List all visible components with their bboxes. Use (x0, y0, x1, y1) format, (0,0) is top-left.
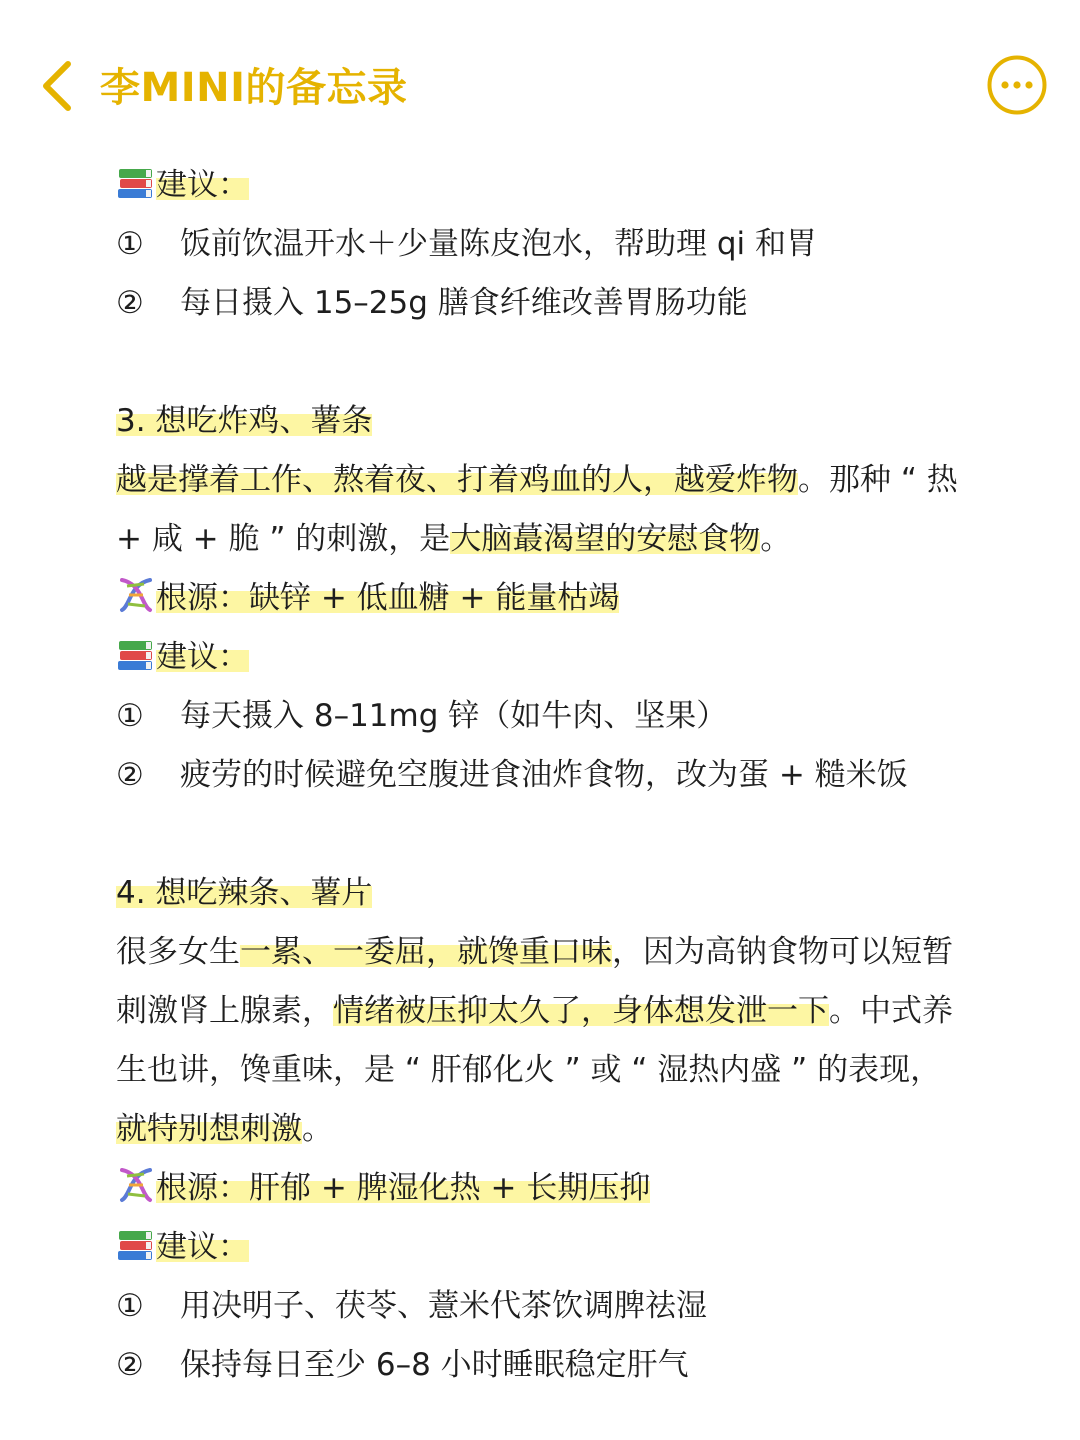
section-body (116, 451, 962, 569)
body-text: 。那种 “ 热 + 咸 + 脆 ” 的刺激，是 (116, 462, 958, 557)
list-item (116, 1336, 966, 1395)
list-item (116, 215, 966, 274)
body-text: 很多女生 (116, 934, 240, 970)
list-item (116, 687, 966, 746)
books-emoji-icon (116, 634, 156, 672)
list-number: ② (116, 1347, 144, 1383)
list-text: 每日摄入 15–25g 膳食纤维改善胃肠功能 (180, 285, 748, 321)
list-number: ① (116, 698, 144, 734)
section-heading-text: 4. 想吃辣条、薯片 (116, 875, 373, 911)
root-cause-row (116, 1159, 966, 1218)
more-horizontal-icon (986, 54, 1048, 116)
root-cause-row (116, 569, 966, 628)
list-item (116, 1277, 966, 1336)
highlight-text: 大脑蕞渴望的安慰食物 (450, 521, 761, 557)
list-number: ① (116, 1288, 144, 1324)
highlight-text: 情绪被压抑太久了，身体想发泄一下 (333, 993, 829, 1029)
dna-emoji-icon (116, 1165, 156, 1203)
back-button[interactable] (36, 58, 80, 114)
highlight-text: 就特别想刺激 (116, 1111, 302, 1147)
page-title: 李MINI的备忘录 (100, 65, 408, 111)
highlight-text: 一累、一委屈，就馋重口味 (240, 934, 612, 970)
body-text: 。中式养生也讲，馋重味，是 “ 肝郁化火 ” 或 “ 湿热内盛 ” 的表现， (116, 993, 953, 1088)
list-item (116, 274, 966, 333)
books-emoji-icon (116, 162, 156, 200)
list-number: ② (116, 285, 144, 321)
root-cause-text: 根源：肝郁 + 脾湿化热 + 长期压抑 (156, 1170, 651, 1206)
body-text: 。 (760, 521, 792, 557)
advice-label-row (116, 1218, 966, 1277)
list-text: 用决明子、茯苓、薏米代茶饮调脾祛湿 (180, 1288, 707, 1324)
section-heading (116, 392, 966, 451)
advice-label-row (116, 156, 966, 215)
body-text: ，因为高钠食物可以短暂刺激肾上腺素， (116, 934, 953, 1029)
body-text: 。 (302, 1111, 333, 1147)
root-cause-text: 根源：缺锌 + 低血糖 + 能量枯竭 (156, 580, 620, 616)
section-heading-text: 3. 想吃炸鸡、薯条 (116, 403, 373, 439)
section-body (116, 923, 962, 1159)
list-item (116, 746, 966, 805)
advice-label: 建议： (156, 1229, 249, 1265)
top-bar (0, 0, 1080, 170)
list-number: ② (116, 757, 144, 793)
list-text: 每天摄入 8–11mg 锌（如牛肉、坚果） (180, 698, 728, 734)
spacer (116, 333, 966, 392)
advice-label: 建议： (156, 167, 249, 203)
list-text: 保持每日至少 6–8 小时睡眠稳定肝气 (180, 1347, 689, 1383)
more-button[interactable] (986, 54, 1048, 116)
chevron-left-icon (36, 58, 80, 114)
list-number: ① (116, 226, 144, 262)
list-text: 饭前饮温开水＋少量陈皮泡水，帮助理 qi 和胃 (180, 226, 817, 262)
spacer (116, 805, 966, 864)
highlight-text: 越是撑着工作、熬着夜、打着鸡血的人，越爱炸物 (116, 462, 798, 498)
note-content (116, 156, 966, 1395)
section-heading (116, 864, 966, 923)
advice-label: 建议： (156, 639, 249, 675)
list-text: 疲劳的时候避免空腹进食油炸食物，改为蛋 + 糙米饭 (180, 757, 908, 793)
books-emoji-icon (116, 1224, 156, 1262)
dna-emoji-icon (116, 575, 156, 613)
advice-label-row (116, 628, 966, 687)
